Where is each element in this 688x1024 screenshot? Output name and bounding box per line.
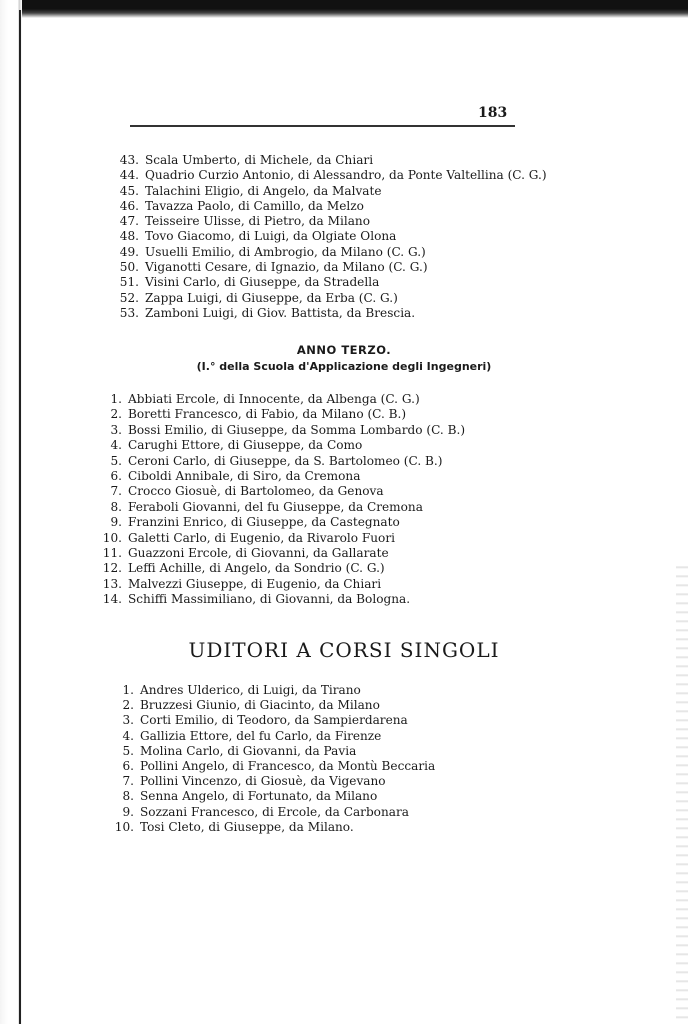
- item-text: Visini Carlo, di Giuseppe, da Stradella: [145, 275, 380, 290]
- item-number: 14.: [102, 592, 122, 607]
- list-item: [110, 789, 435, 804]
- header-rule: [130, 125, 515, 127]
- scan-top-edge: [0, 0, 688, 18]
- item-number: 10.: [114, 819, 134, 834]
- section-subheading: (I.° della Scuola d'Applicazione degli Ingegneri): [196, 360, 492, 373]
- item-number: 48.: [119, 229, 139, 244]
- list-item: [115, 260, 547, 275]
- list-item: [110, 729, 435, 744]
- item-text: Gallizia Ettore, del fu Carlo, da Firenze: [140, 728, 382, 743]
- item-number: 6.: [110, 468, 122, 483]
- item-number: 49.: [119, 244, 139, 259]
- item-number: 7.: [122, 774, 134, 789]
- item-text: Senna Angelo, di Fortunato, da Milano: [140, 789, 378, 804]
- item-number: 2.: [122, 698, 134, 713]
- list-item: [115, 168, 547, 183]
- item-number: 7.: [110, 484, 122, 499]
- section-heading-anno-terzo: ANNO TERZO.: [296, 343, 392, 357]
- item-number: 5.: [122, 743, 134, 758]
- item-text: Franzini Enrico, di Giuseppe, da Castegnato: [128, 515, 400, 530]
- list-item: [98, 407, 465, 422]
- list-item: [98, 484, 465, 499]
- item-text: Bruzzesi Giunio, di Giacinto, da Milano: [140, 698, 380, 713]
- item-number: 10.: [102, 530, 122, 545]
- item-text: Tavazza Paolo, di Camillo, da Melzo: [145, 198, 364, 213]
- list-item: [98, 454, 465, 469]
- section-heading-uditori: UDITORI A CORSI SINGOLI: [188, 638, 500, 662]
- item-number: 53.: [119, 305, 139, 320]
- item-text: Molina Carlo, di Giovanni, da Pavia: [140, 743, 357, 758]
- page-number: 183: [478, 105, 508, 121]
- item-text: Scala Umberto, di Michele, da Chiari: [145, 153, 374, 167]
- item-text: Sozzani Francesco, di Ercole, da Carbonara: [140, 804, 409, 819]
- item-number: 45.: [119, 183, 139, 198]
- list-item: [115, 184, 547, 199]
- item-text: Carughi Ettore, di Giuseppe, da Como: [128, 438, 363, 453]
- item-text: Teisseire Ulisse, di Pietro, da Milano: [145, 214, 370, 229]
- list-item: [98, 546, 465, 561]
- list-item: [110, 774, 435, 789]
- list-item: [98, 469, 465, 484]
- list-item: [98, 561, 465, 576]
- item-number: 4.: [122, 728, 134, 743]
- item-number: 44.: [119, 168, 139, 183]
- list-item: [110, 744, 435, 759]
- list-item: [115, 153, 547, 168]
- list-item: [115, 306, 547, 321]
- item-number: 8.: [122, 789, 134, 804]
- binding-line: [19, 10, 21, 1024]
- item-number: 8.: [110, 499, 122, 514]
- item-text: Andres Ulderico, di Luigi, da Tirano: [140, 683, 361, 697]
- item-number: 43.: [119, 153, 139, 167]
- auditor-list: [110, 683, 435, 835]
- list-item: [115, 291, 547, 306]
- item-number: 46.: [119, 198, 139, 213]
- list-item: [115, 199, 547, 214]
- student-list-anno-secondo: [115, 153, 547, 321]
- list-item: [110, 805, 435, 820]
- list-item: [98, 438, 465, 453]
- item-text: Corti Emilio, di Teodoro, da Sampierdarena: [140, 713, 408, 728]
- item-text: Abbiati Ercole, di Innocente, da Albenga (C. G.): [128, 392, 420, 406]
- item-number: 6.: [122, 758, 134, 773]
- item-text: Galetti Carlo, di Eugenio, da Rivarolo Fuori: [128, 530, 395, 545]
- item-text: Feraboli Giovanni, del fu Giuseppe, da Cremona: [128, 499, 423, 514]
- list-item: [110, 820, 435, 835]
- item-text: Malvezzi Giuseppe, di Eugenio, da Chiari: [128, 576, 382, 591]
- item-number: 51.: [119, 275, 139, 290]
- item-number: 3.: [122, 713, 134, 728]
- item-text: Zappa Luigi, di Giuseppe, da Erba (C. G.): [145, 290, 398, 305]
- list-item: [110, 759, 435, 774]
- item-number: 9.: [122, 804, 134, 819]
- list-item: [98, 515, 465, 530]
- list-item: [115, 214, 547, 229]
- item-text: Pollini Vincenzo, di Giosuè, da Vigevano: [140, 774, 386, 789]
- list-item: [98, 500, 465, 515]
- item-text: Guazzoni Ercole, di Giovanni, da Gallarate: [128, 545, 389, 560]
- item-text: Leffi Achille, di Angelo, da Sondrio (C. G.): [128, 561, 385, 576]
- item-number: 9.: [110, 515, 122, 530]
- item-text: Schiffi Massimiliano, di Giovanni, da Bologna.: [128, 592, 411, 607]
- student-list-anno-terzo: [98, 392, 465, 607]
- item-text: Viganotti Cesare, di Ignazio, da Milano (C. G.): [145, 260, 428, 275]
- list-item: [115, 245, 547, 260]
- item-text: Crocco Giosuè, di Bartolomeo, da Genova: [128, 484, 384, 499]
- item-text: Talachini Eligio, di Angelo, da Malvate: [145, 183, 382, 198]
- list-item: [98, 423, 465, 438]
- item-number: 13.: [102, 576, 122, 591]
- item-number: 52.: [119, 290, 139, 305]
- item-text: Ceroni Carlo, di Giuseppe, da S. Bartolomeo (C. B.): [128, 453, 443, 468]
- item-number: 4.: [110, 438, 122, 453]
- item-number: 1.: [110, 392, 122, 406]
- list-item: [115, 229, 547, 244]
- item-text: Ciboldi Annibale, di Siro, da Cremona: [128, 468, 361, 483]
- item-number: 47.: [119, 214, 139, 229]
- scan-right-edge: [676, 560, 688, 1024]
- item-number: 3.: [110, 422, 122, 437]
- item-text: Usuelli Emilio, di Ambrogio, da Milano (C. G.): [145, 244, 426, 259]
- item-number: 11.: [102, 545, 122, 560]
- item-text: Boretti Francesco, di Fabio, da Milano (C. B.): [128, 407, 407, 422]
- item-text: Quadrio Curzio Antonio, di Alessandro, da Ponte Valtellina (C. G.): [145, 168, 547, 183]
- list-item: [98, 577, 465, 592]
- list-item: [110, 713, 435, 728]
- list-item: [110, 698, 435, 713]
- item-text: Zamboni Luigi, di Giov. Battista, da Brescia.: [145, 305, 416, 320]
- item-number: 2.: [110, 407, 122, 422]
- item-number: 5.: [110, 453, 122, 468]
- item-text: Pollini Angelo, di Francesco, da Montù Beccaria: [140, 758, 436, 773]
- item-text: Tovo Giacomo, di Luigi, da Olgiate Olona: [145, 229, 397, 244]
- list-item: [98, 592, 465, 607]
- item-text: Bossi Emilio, di Giuseppe, da Somma Lombardo (C. B.): [128, 422, 466, 437]
- list-item: [115, 275, 547, 290]
- item-text: Tosi Cleto, di Giuseppe, da Milano.: [140, 819, 354, 834]
- list-item: [98, 531, 465, 546]
- list-item: [110, 683, 435, 698]
- item-number: 1.: [122, 683, 134, 697]
- item-number: 12.: [102, 561, 122, 576]
- item-number: 50.: [119, 260, 139, 275]
- list-item: [98, 392, 465, 407]
